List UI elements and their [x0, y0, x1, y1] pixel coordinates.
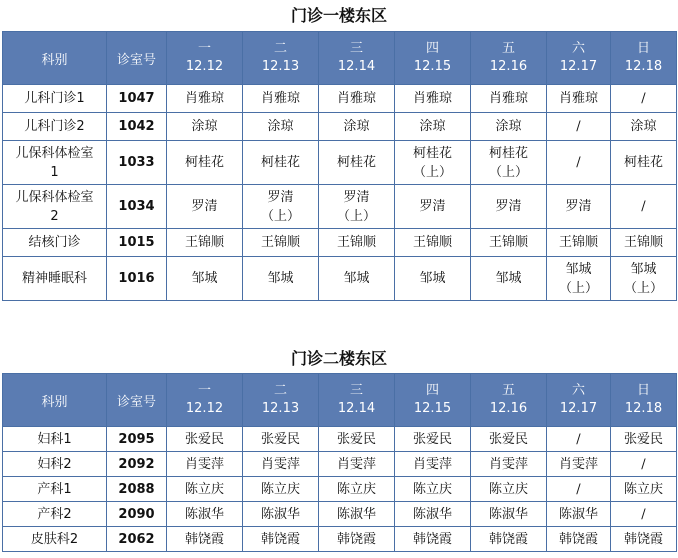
doctor-name: 涂琼 [267, 119, 294, 134]
dept-label: 1 [50, 164, 59, 180]
dept-cell [3, 257, 107, 301]
doctor-name: 罗清 [495, 199, 522, 214]
doctor-cell [611, 229, 677, 257]
doctor-cell [395, 257, 471, 301]
doctor-name: 陈立庆 [336, 481, 376, 497]
dept-label: 皮肤科2 [30, 531, 79, 547]
doctor-cell [471, 85, 547, 113]
doctor-cell [611, 113, 677, 141]
header-day-5 [471, 374, 547, 427]
dept-cell [3, 229, 107, 257]
doctor-cell [167, 477, 243, 502]
doctor-cell [243, 141, 319, 185]
room-number: 2095 [107, 427, 167, 452]
doctor-cell [395, 502, 471, 527]
doctor-cell [243, 427, 319, 452]
doctor-cell [167, 85, 243, 113]
doctor-cell [547, 113, 611, 141]
weekday-label: 日 [636, 41, 650, 56]
dept-label: 儿保科体检室 [15, 145, 94, 161]
doctor-cell [319, 527, 395, 552]
doctor-name: 陈淑华 [336, 506, 376, 522]
room-number: 1047 [107, 85, 167, 113]
doctor-name: / [641, 456, 646, 472]
weekday-label: 二 [273, 41, 287, 56]
header-day-6 [547, 32, 611, 85]
doctor-cell [319, 257, 395, 301]
doctor-name: 肖雅琼 [488, 91, 528, 106]
header-day-7 [611, 374, 677, 427]
table-row [3, 257, 677, 301]
doctor-name: / [576, 155, 581, 170]
doctor-name: （上） [260, 208, 300, 224]
doctor-name: 韩饶霞 [260, 531, 300, 547]
doctor-name: 邹城 [419, 271, 446, 286]
doctor-name: 陈立庆 [412, 481, 452, 497]
header-day-1 [167, 374, 243, 427]
doctor-cell [547, 427, 611, 452]
doctor-name: 柯桂花 [412, 145, 452, 161]
doctor-cell [319, 427, 395, 452]
doctor-name: 肖雯萍 [184, 456, 224, 472]
doctor-cell [471, 452, 547, 477]
doctor-cell [611, 502, 677, 527]
dept-label: 儿科门诊2 [24, 119, 85, 134]
doctor-cell [319, 452, 395, 477]
date-label: 12.15 [413, 401, 452, 416]
doctor-cell [547, 141, 611, 185]
doctor-name: 张爱民 [488, 431, 528, 447]
dept-label: 妇科1 [37, 431, 72, 447]
doctor-cell [243, 452, 319, 477]
doctor-name: （上） [488, 164, 528, 180]
dept-label: 儿保科体检室 [15, 189, 94, 205]
doctor-name: 韩饶霞 [184, 531, 224, 547]
doctor-cell [319, 502, 395, 527]
doctor-name: 肖雅琼 [558, 91, 598, 106]
dept-cell [3, 502, 107, 527]
room-number: 2090 [107, 502, 167, 527]
date-label: 12.18 [624, 401, 663, 416]
weekday-label: 二 [273, 383, 287, 398]
date-label: 12.12 [185, 401, 224, 416]
doctor-cell [471, 502, 547, 527]
doctor-cell [243, 113, 319, 141]
date-label: 12.14 [337, 59, 376, 74]
doctor-name: 陈立庆 [488, 481, 528, 497]
date-label: 12.17 [559, 401, 598, 416]
header-dept: 科别 [3, 374, 107, 427]
table-row [3, 185, 677, 229]
table-row [3, 452, 677, 477]
doctor-cell [243, 502, 319, 527]
doctor-cell [471, 185, 547, 229]
doctor-name: 王锦顺 [488, 235, 528, 250]
doctor-name: 韩饶霞 [336, 531, 376, 547]
doctor-name: 涂琼 [343, 119, 370, 134]
doctor-cell [471, 141, 547, 185]
dept-label: 产科2 [37, 506, 72, 522]
date-label: 12.17 [559, 59, 598, 74]
room-number: 2092 [107, 452, 167, 477]
header-dept: 科别 [3, 32, 107, 85]
room-number: 1042 [107, 113, 167, 141]
doctor-name: 邹城 [495, 271, 522, 286]
room-number: 2062 [107, 527, 167, 552]
doctor-cell [547, 527, 611, 552]
doctor-cell [395, 527, 471, 552]
doctor-name: 王锦顺 [623, 235, 663, 250]
doctor-cell [167, 229, 243, 257]
doctor-name: 张爱民 [623, 431, 663, 447]
room-number: 1015 [107, 229, 167, 257]
doctor-name: 陈淑华 [558, 506, 598, 522]
weekday-label: 一 [197, 41, 211, 56]
table-row [3, 229, 677, 257]
dept-cell [3, 452, 107, 477]
doctor-name: （上） [412, 164, 452, 180]
doctor-cell [611, 141, 677, 185]
floor1-title: 门诊一楼东区 [290, 6, 387, 25]
doctor-name: 陈淑华 [260, 506, 300, 522]
header-room: 诊室号 [107, 32, 167, 85]
doctor-cell [243, 527, 319, 552]
doctor-name: 王锦顺 [336, 235, 376, 250]
weekday-label: 六 [571, 41, 585, 56]
dept-cell [3, 477, 107, 502]
doctor-cell [243, 185, 319, 229]
doctor-name: 柯桂花 [623, 155, 663, 170]
header-day-4 [395, 374, 471, 427]
date-label: 12.12 [185, 59, 224, 74]
doctor-cell [243, 257, 319, 301]
doctor-name: 邹城 [343, 271, 370, 286]
doctor-cell [471, 229, 547, 257]
doctor-cell [395, 85, 471, 113]
header-day-3 [319, 32, 395, 85]
doctor-name: 肖雅琼 [184, 91, 224, 106]
doctor-name: 邹城 [565, 261, 592, 277]
doctor-name: 柯桂花 [260, 155, 300, 170]
doctor-cell [471, 527, 547, 552]
doctor-name: 罗清 [343, 189, 370, 205]
doctor-name: 涂琼 [630, 119, 657, 134]
doctor-name: 罗清 [419, 199, 446, 214]
doctor-name: （上） [623, 280, 663, 296]
dept-cell [3, 427, 107, 452]
doctor-name: 肖雅琼 [412, 91, 452, 106]
doctor-cell [395, 452, 471, 477]
dept-cell [3, 527, 107, 552]
doctor-cell [395, 185, 471, 229]
doctor-cell [319, 85, 395, 113]
dept-label: 精神睡眠科 [21, 271, 87, 286]
doctor-cell [395, 427, 471, 452]
doctor-name: 王锦顺 [260, 235, 300, 250]
doctor-name: （上） [558, 280, 598, 296]
doctor-name: 肖雯萍 [412, 456, 452, 472]
doctor-cell [319, 141, 395, 185]
doctor-name: / [641, 91, 646, 106]
header-day-3 [319, 374, 395, 427]
weekday-label: 六 [571, 383, 585, 398]
doctor-cell [395, 113, 471, 141]
doctor-name: 邹城 [630, 261, 657, 277]
doctor-cell [611, 527, 677, 552]
doctor-cell [547, 477, 611, 502]
doctor-name: 陈立庆 [184, 481, 224, 497]
dept-label: 产科1 [37, 481, 72, 497]
table-row [3, 477, 677, 502]
doctor-name: 陈淑华 [488, 506, 528, 522]
header-day-1 [167, 32, 243, 85]
doctor-name: （上） [336, 208, 376, 224]
table-row [3, 427, 677, 452]
doctor-cell [547, 185, 611, 229]
date-label: 12.15 [413, 59, 452, 74]
header-row [3, 374, 677, 427]
doctor-cell [167, 141, 243, 185]
doctor-name: 罗清 [191, 199, 218, 214]
dept-label: 妇科2 [37, 456, 72, 472]
doctor-cell [395, 477, 471, 502]
doctor-name: / [641, 506, 646, 522]
doctor-cell [611, 85, 677, 113]
doctor-name: 涂琼 [419, 119, 446, 134]
header-day-6 [547, 374, 611, 427]
room-number: 1016 [107, 257, 167, 301]
doctor-cell [547, 229, 611, 257]
doctor-cell [167, 527, 243, 552]
doctor-cell [611, 477, 677, 502]
table-row [3, 85, 677, 113]
doctor-cell [243, 477, 319, 502]
doctor-cell [471, 257, 547, 301]
doctor-cell [611, 427, 677, 452]
table-row [3, 502, 677, 527]
doctor-name: / [576, 481, 581, 497]
doctor-name: 陈立庆 [623, 481, 663, 497]
doctor-name: 张爱民 [412, 431, 452, 447]
doctor-cell [167, 113, 243, 141]
doctor-name: 陈立庆 [260, 481, 300, 497]
dept-label: 结核门诊 [28, 235, 81, 250]
doctor-name: 陈淑华 [412, 506, 452, 522]
header-day-4 [395, 32, 471, 85]
floor2-schedule-table [2, 373, 677, 552]
doctor-name: / [576, 119, 581, 134]
header-day-2 [243, 32, 319, 85]
doctor-cell [167, 257, 243, 301]
doctor-name: 涂琼 [495, 119, 522, 134]
doctor-cell [319, 185, 395, 229]
room-number: 2088 [107, 477, 167, 502]
doctor-cell [395, 229, 471, 257]
doctor-name: 柯桂花 [184, 155, 224, 170]
doctor-name: 肖雯萍 [558, 456, 598, 472]
header-room: 诊室号 [107, 374, 167, 427]
doctor-name: 韩饶霞 [488, 531, 528, 547]
doctor-cell [547, 452, 611, 477]
date-label: 12.13 [261, 59, 300, 74]
doctor-cell [547, 257, 611, 301]
weekday-label: 四 [425, 41, 439, 56]
doctor-name: 张爱民 [184, 431, 224, 447]
doctor-cell [611, 185, 677, 229]
weekday-label: 五 [501, 41, 515, 56]
doctor-name: 邹城 [191, 271, 218, 286]
weekday-label: 三 [349, 383, 363, 398]
dept-label: 儿科门诊1 [24, 91, 85, 106]
doctor-cell [547, 502, 611, 527]
floor1-schedule-table [2, 31, 677, 301]
date-label: 12.13 [261, 401, 300, 416]
table-row [3, 113, 677, 141]
weekday-label: 三 [349, 41, 363, 56]
doctor-name: 肖雅琼 [260, 91, 300, 106]
doctor-name: 柯桂花 [488, 145, 528, 161]
doctor-name: 柯桂花 [336, 155, 376, 170]
date-label: 12.18 [624, 59, 663, 74]
doctor-cell [611, 452, 677, 477]
doctor-name: 张爱民 [336, 431, 376, 447]
doctor-name: 肖雯萍 [260, 456, 300, 472]
doctor-name: 肖雯萍 [488, 456, 528, 472]
doctor-cell [547, 85, 611, 113]
doctor-name: 张爱民 [260, 431, 300, 447]
doctor-name: / [576, 431, 581, 447]
header-row [3, 32, 677, 85]
dept-label: 2 [50, 208, 59, 224]
weekday-label: 日 [636, 383, 650, 398]
dept-cell [3, 85, 107, 113]
doctor-cell [471, 477, 547, 502]
doctor-cell [319, 477, 395, 502]
doctor-name: 王锦顺 [412, 235, 452, 250]
dept-cell [3, 141, 107, 185]
doctor-cell [395, 141, 471, 185]
doctor-cell [167, 452, 243, 477]
room-number: 1033 [107, 141, 167, 185]
doctor-name: 罗清 [267, 189, 294, 205]
header-day-7 [611, 32, 677, 85]
doctor-name: / [641, 199, 646, 214]
doctor-cell [243, 229, 319, 257]
doctor-cell [319, 113, 395, 141]
dept-cell [3, 185, 107, 229]
doctor-name: 罗清 [565, 199, 592, 214]
weekday-label: 一 [197, 383, 211, 398]
header-day-2 [243, 374, 319, 427]
doctor-cell [243, 85, 319, 113]
doctor-name: 肖雯萍 [336, 456, 376, 472]
table-row [3, 141, 677, 185]
header-day-5 [471, 32, 547, 85]
doctor-cell [167, 427, 243, 452]
doctor-cell [319, 229, 395, 257]
doctor-name: 肖雅琼 [336, 91, 376, 106]
doctor-name: 邹城 [267, 271, 294, 286]
date-label: 12.14 [337, 401, 376, 416]
doctor-cell [611, 257, 677, 301]
weekday-label: 四 [425, 383, 439, 398]
doctor-name: 王锦顺 [558, 235, 598, 250]
doctor-name: 涂琼 [191, 119, 218, 134]
dept-cell [3, 113, 107, 141]
doctor-cell [167, 185, 243, 229]
doctor-cell [471, 427, 547, 452]
date-label: 12.16 [489, 401, 528, 416]
doctor-name: 陈淑华 [184, 506, 224, 522]
table-row [3, 527, 677, 552]
doctor-name: 韩饶霞 [412, 531, 452, 547]
doctor-name: 王锦顺 [184, 235, 224, 250]
date-label: 12.16 [489, 59, 528, 74]
weekday-label: 五 [501, 383, 515, 398]
room-number: 1034 [107, 185, 167, 229]
floor2-title: 门诊二楼东区 [290, 349, 387, 368]
doctor-name: 韩饶霞 [623, 531, 663, 547]
doctor-cell [167, 502, 243, 527]
doctor-cell [471, 113, 547, 141]
doctor-name: 韩饶霞 [558, 531, 598, 547]
